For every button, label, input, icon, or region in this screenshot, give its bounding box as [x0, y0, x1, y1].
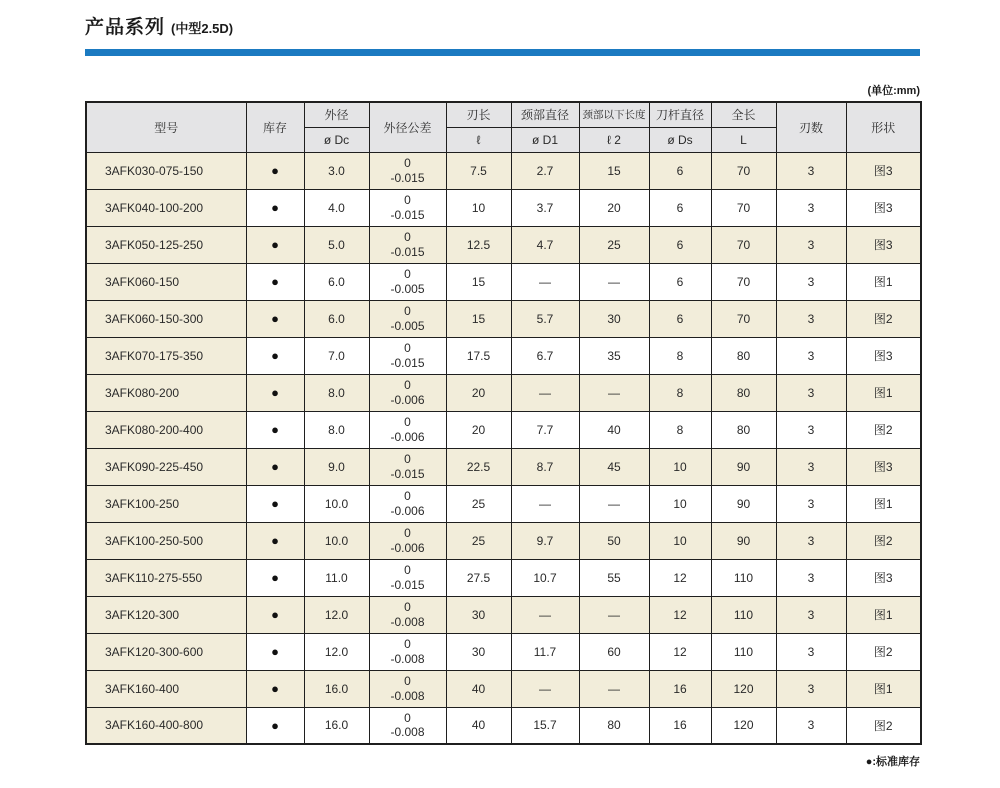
model-cell: 3AFK100-250-500 [86, 522, 246, 559]
title-underline-bar [85, 49, 920, 56]
col-header-shape: 形状 [846, 102, 921, 152]
product-spec-table [85, 101, 922, 745]
table-row [86, 300, 921, 337]
neck-dia-cell: 5.7 [511, 300, 579, 337]
shape-cell: 图1 [846, 670, 921, 707]
flutes-cell: 3 [776, 707, 846, 744]
page-title [85, 12, 920, 39]
stock-dot-icon: ● [271, 274, 279, 289]
stock-dot-icon: ● [271, 422, 279, 437]
stock-dot-icon: ● [271, 200, 279, 215]
stock-footnote: ●:标准库存 [865, 756, 920, 768]
under-neck-len-cell: 60 [579, 633, 649, 670]
model-cell: 3AFK080-200 [86, 374, 246, 411]
stock-dot-icon: ● [271, 644, 279, 659]
shape-cell: 图2 [846, 300, 921, 337]
under-neck-len-cell: 30 [579, 300, 649, 337]
flutes-cell: 3 [776, 485, 846, 522]
tolerance-lower: -0.015 [390, 355, 425, 370]
tolerance-cell [369, 707, 446, 744]
flutes-cell: 3 [776, 263, 846, 300]
tolerance-upper: 0 [404, 526, 411, 541]
tolerance-upper: 0 [404, 193, 411, 208]
stock-dot-icon: ● [271, 533, 279, 548]
tolerance-upper: 0 [404, 674, 411, 689]
under-neck-len-cell: — [579, 374, 649, 411]
under-neck-len-cell: 20 [579, 189, 649, 226]
outer-dia-cell: 8.0 [304, 374, 369, 411]
col-header-outer-dia: 外径 [304, 102, 369, 127]
col-header-shank-dia: 刀杆直径 [649, 102, 711, 127]
neck-dia-cell: — [511, 263, 579, 300]
tolerance-lower: -0.008 [390, 725, 425, 740]
tolerance-upper: 0 [404, 267, 411, 282]
tolerance-upper: 0 [404, 489, 411, 504]
stock-dot-icon: ● [271, 570, 279, 585]
tolerance-lower: -0.006 [390, 429, 425, 444]
stock-dot-icon: ● [271, 607, 279, 622]
shank-dia-cell: 12 [649, 559, 711, 596]
flutes-cell: 3 [776, 189, 846, 226]
tolerance-upper: 0 [404, 600, 411, 615]
flutes-cell: 3 [776, 559, 846, 596]
overall-len-cell: 120 [711, 707, 776, 744]
neck-dia-cell: 9.7 [511, 522, 579, 559]
tolerance-upper: 0 [404, 156, 411, 171]
overall-len-cell: 120 [711, 670, 776, 707]
shape-cell: 图3 [846, 337, 921, 374]
table-row [86, 189, 921, 226]
table-row [86, 522, 921, 559]
outer-dia-cell: 12.0 [304, 633, 369, 670]
shank-dia-cell: 6 [649, 152, 711, 189]
col-header-stock: 库存 [246, 102, 304, 152]
blade-len-cell: 15 [446, 263, 511, 300]
shank-dia-cell: 10 [649, 485, 711, 522]
under-neck-len-cell: 40 [579, 411, 649, 448]
outer-dia-cell: 10.0 [304, 485, 369, 522]
outer-dia-cell: 6.0 [304, 300, 369, 337]
shape-cell: 图2 [846, 411, 921, 448]
table-row [86, 448, 921, 485]
neck-dia-cell: — [511, 596, 579, 633]
table-row [86, 152, 921, 189]
tolerance-lower: -0.015 [390, 170, 425, 185]
stock-cell [246, 448, 304, 485]
stock-cell [246, 485, 304, 522]
stock-dot-icon: ● [271, 385, 279, 400]
neck-dia-cell: — [511, 485, 579, 522]
stock-cell [246, 189, 304, 226]
tolerance-lower: -0.006 [390, 392, 425, 407]
shape-cell: 图1 [846, 263, 921, 300]
stock-cell [246, 559, 304, 596]
tolerance-cell [369, 374, 446, 411]
outer-dia-cell: 5.0 [304, 226, 369, 263]
tolerance-cell [369, 411, 446, 448]
outer-dia-cell: 10.0 [304, 522, 369, 559]
outer-dia-cell: 4.0 [304, 189, 369, 226]
table-row [86, 374, 921, 411]
blade-len-cell: 25 [446, 485, 511, 522]
neck-dia-cell: 11.7 [511, 633, 579, 670]
overall-len-cell: 110 [711, 559, 776, 596]
tolerance-lower: -0.005 [390, 281, 425, 296]
flutes-cell: 3 [776, 300, 846, 337]
blade-len-cell: 22.5 [446, 448, 511, 485]
outer-dia-cell: 6.0 [304, 263, 369, 300]
stock-cell [246, 411, 304, 448]
shape-cell: 图2 [846, 633, 921, 670]
stock-cell [246, 633, 304, 670]
neck-dia-cell: 4.7 [511, 226, 579, 263]
table-row [86, 226, 921, 263]
table-row [86, 411, 921, 448]
overall-len-cell: 70 [711, 189, 776, 226]
under-neck-len-cell: 25 [579, 226, 649, 263]
overall-len-cell: 80 [711, 411, 776, 448]
shank-dia-cell: 10 [649, 522, 711, 559]
shape-cell: 图1 [846, 485, 921, 522]
blade-len-cell: 15 [446, 300, 511, 337]
tolerance-lower: -0.006 [390, 503, 425, 518]
overall-len-cell: 70 [711, 263, 776, 300]
neck-dia-cell: 15.7 [511, 707, 579, 744]
tolerance-upper: 0 [404, 563, 411, 578]
page-subtitle-text: (中型2.5D) [171, 21, 234, 36]
neck-dia-cell: 3.7 [511, 189, 579, 226]
outer-dia-cell: 11.0 [304, 559, 369, 596]
shank-dia-cell: 16 [649, 707, 711, 744]
model-cell: 3AFK040-100-200 [86, 189, 246, 226]
blade-len-cell: 12.5 [446, 226, 511, 263]
flutes-cell: 3 [776, 337, 846, 374]
overall-len-cell: 80 [711, 337, 776, 374]
stock-dot-icon: ● [271, 459, 279, 474]
tolerance-upper: 0 [404, 341, 411, 356]
stock-cell [246, 522, 304, 559]
under-neck-len-cell: — [579, 596, 649, 633]
shank-dia-cell: 6 [649, 300, 711, 337]
overall-len-cell: 90 [711, 448, 776, 485]
tolerance-cell [369, 522, 446, 559]
page-title-text: 产品系列 [85, 17, 166, 38]
tolerance-cell [369, 263, 446, 300]
catalog-content [85, 12, 920, 769]
shape-cell: 图3 [846, 152, 921, 189]
tolerance-cell [369, 633, 446, 670]
tolerance-cell [369, 485, 446, 522]
tolerance-cell [369, 337, 446, 374]
outer-dia-cell: 8.0 [304, 411, 369, 448]
under-neck-len-cell: 55 [579, 559, 649, 596]
shank-dia-cell: 8 [649, 411, 711, 448]
overall-len-cell: 70 [711, 226, 776, 263]
stock-dot-icon: ● [271, 496, 279, 511]
tolerance-cell [369, 189, 446, 226]
blade-len-cell: 17.5 [446, 337, 511, 374]
flutes-cell: 3 [776, 152, 846, 189]
flutes-cell: 3 [776, 374, 846, 411]
blade-len-cell: 20 [446, 374, 511, 411]
flutes-cell: 3 [776, 670, 846, 707]
model-cell: 3AFK030-075-150 [86, 152, 246, 189]
stock-cell [246, 337, 304, 374]
table-row [86, 707, 921, 744]
overall-len-cell: 110 [711, 633, 776, 670]
blade-len-cell: 30 [446, 596, 511, 633]
tolerance-cell [369, 226, 446, 263]
table-row [86, 633, 921, 670]
tolerance-upper: 0 [404, 710, 411, 725]
table-row [86, 670, 921, 707]
blade-len-cell: 7.5 [446, 152, 511, 189]
neck-dia-cell: 10.7 [511, 559, 579, 596]
col-subheader-overall-len-symbol: L [711, 127, 776, 152]
tolerance-lower: -0.015 [390, 244, 425, 259]
neck-dia-cell: 8.7 [511, 448, 579, 485]
shank-dia-cell: 12 [649, 633, 711, 670]
unit-note: (单位:mm) [867, 85, 920, 97]
shank-dia-cell: 10 [649, 448, 711, 485]
stock-cell [246, 263, 304, 300]
tolerance-lower: -0.005 [390, 318, 425, 333]
tolerance-lower: -0.008 [390, 651, 425, 666]
blade-len-cell: 30 [446, 633, 511, 670]
tolerance-cell [369, 152, 446, 189]
tolerance-lower: -0.015 [390, 577, 425, 592]
flutes-cell: 3 [776, 448, 846, 485]
table-row [86, 596, 921, 633]
flutes-cell: 3 [776, 596, 846, 633]
under-neck-len-cell: 35 [579, 337, 649, 374]
outer-dia-cell: 3.0 [304, 152, 369, 189]
stock-dot-icon: ● [271, 311, 279, 326]
shape-cell: 图1 [846, 596, 921, 633]
tolerance-upper: 0 [404, 304, 411, 319]
table-header [86, 102, 921, 152]
model-cell: 3AFK060-150-300 [86, 300, 246, 337]
shape-cell: 图3 [846, 559, 921, 596]
outer-dia-cell: 9.0 [304, 448, 369, 485]
blade-len-cell: 20 [446, 411, 511, 448]
blade-len-cell: 10 [446, 189, 511, 226]
stock-dot-icon: ● [271, 237, 279, 252]
tolerance-cell [369, 596, 446, 633]
stock-cell [246, 374, 304, 411]
col-header-neck-dia: 颈部直径 [511, 102, 579, 127]
tolerance-lower: -0.015 [390, 466, 425, 481]
outer-dia-cell: 16.0 [304, 670, 369, 707]
model-cell: 3AFK110-275-550 [86, 559, 246, 596]
col-subheader-neck-dia-symbol: ø D1 [511, 127, 579, 152]
overall-len-cell: 80 [711, 374, 776, 411]
model-cell: 3AFK090-225-450 [86, 448, 246, 485]
flutes-cell: 3 [776, 522, 846, 559]
tolerance-upper: 0 [404, 452, 411, 467]
model-cell: 3AFK060-150 [86, 263, 246, 300]
under-neck-len-cell: — [579, 670, 649, 707]
tolerance-cell [369, 300, 446, 337]
col-subheader-outer-dia-symbol: ø Dc [304, 127, 369, 152]
stock-cell [246, 670, 304, 707]
stock-cell [246, 596, 304, 633]
tolerance-cell [369, 448, 446, 485]
overall-len-cell: 110 [711, 596, 776, 633]
tolerance-lower: -0.006 [390, 540, 425, 555]
table-row [86, 337, 921, 374]
tolerance-upper: 0 [404, 637, 411, 652]
shape-cell: 图2 [846, 707, 921, 744]
col-header-under-neck-len: 颈部以下长度 [579, 102, 649, 127]
model-cell: 3AFK080-200-400 [86, 411, 246, 448]
under-neck-len-cell: 15 [579, 152, 649, 189]
flutes-cell: 3 [776, 633, 846, 670]
col-header-model: 型号 [86, 102, 246, 152]
neck-dia-cell: 6.7 [511, 337, 579, 374]
overall-len-cell: 70 [711, 152, 776, 189]
under-neck-len-cell: 80 [579, 707, 649, 744]
under-neck-len-cell: — [579, 263, 649, 300]
stock-dot-icon: ● [271, 717, 279, 733]
model-cell: 3AFK120-300 [86, 596, 246, 633]
col-header-overall-len: 全长 [711, 102, 776, 127]
under-neck-len-cell: 45 [579, 448, 649, 485]
tolerance-lower: -0.008 [390, 614, 425, 629]
tolerance-lower: -0.008 [390, 688, 425, 703]
blade-len-cell: 27.5 [446, 559, 511, 596]
tolerance-lower: -0.015 [390, 207, 425, 222]
col-subheader-shank-dia-symbol: ø Ds [649, 127, 711, 152]
shank-dia-cell: 8 [649, 337, 711, 374]
neck-dia-cell: — [511, 374, 579, 411]
neck-dia-cell: 2.7 [511, 152, 579, 189]
outer-dia-cell: 16.0 [304, 707, 369, 744]
neck-dia-cell: 7.7 [511, 411, 579, 448]
shape-cell: 图1 [846, 374, 921, 411]
under-neck-len-cell: — [579, 485, 649, 522]
col-subheader-under-neck-len-symbol: ℓ 2 [579, 127, 649, 152]
blade-len-cell: 40 [446, 670, 511, 707]
shank-dia-cell: 6 [649, 189, 711, 226]
model-cell: 3AFK100-250 [86, 485, 246, 522]
overall-len-cell: 90 [711, 485, 776, 522]
outer-dia-cell: 7.0 [304, 337, 369, 374]
shank-dia-cell: 16 [649, 670, 711, 707]
model-cell: 3AFK120-300-600 [86, 633, 246, 670]
table-row [86, 263, 921, 300]
flutes-cell: 3 [776, 226, 846, 263]
stock-cell [246, 226, 304, 263]
stock-cell [246, 152, 304, 189]
table-row [86, 485, 921, 522]
stock-dot-icon: ● [271, 681, 279, 696]
model-cell: 3AFK070-175-350 [86, 337, 246, 374]
model-cell: 3AFK160-400 [86, 670, 246, 707]
neck-dia-cell: — [511, 670, 579, 707]
col-header-flutes: 刃数 [776, 102, 846, 152]
shank-dia-cell: 12 [649, 596, 711, 633]
shape-cell: 图3 [846, 448, 921, 485]
stock-dot-icon: ● [271, 163, 279, 178]
shank-dia-cell: 6 [649, 226, 711, 263]
tolerance-upper: 0 [404, 230, 411, 245]
shape-cell: 图2 [846, 522, 921, 559]
shape-cell: 图3 [846, 189, 921, 226]
shape-cell: 图3 [846, 226, 921, 263]
stock-cell [246, 300, 304, 337]
tolerance-upper: 0 [404, 415, 411, 430]
model-cell: 3AFK050-125-250 [86, 226, 246, 263]
shank-dia-cell: 6 [649, 263, 711, 300]
table-row [86, 559, 921, 596]
col-header-blade-len: 刃长 [446, 102, 511, 127]
under-neck-len-cell: 50 [579, 522, 649, 559]
stock-dot-icon: ● [271, 348, 279, 363]
outer-dia-cell: 12.0 [304, 596, 369, 633]
tolerance-upper: 0 [404, 378, 411, 393]
overall-len-cell: 70 [711, 300, 776, 337]
stock-cell [246, 707, 304, 744]
blade-len-cell: 40 [446, 707, 511, 744]
flutes-cell: 3 [776, 411, 846, 448]
col-header-tolerance: 外径公差 [369, 102, 446, 152]
col-subheader-blade-len-symbol: ℓ [446, 127, 511, 152]
tolerance-cell [369, 670, 446, 707]
table-body [86, 152, 921, 744]
tolerance-cell [369, 559, 446, 596]
overall-len-cell: 90 [711, 522, 776, 559]
model-cell: 3AFK160-400-800 [86, 707, 246, 744]
blade-len-cell: 25 [446, 522, 511, 559]
shank-dia-cell: 8 [649, 374, 711, 411]
